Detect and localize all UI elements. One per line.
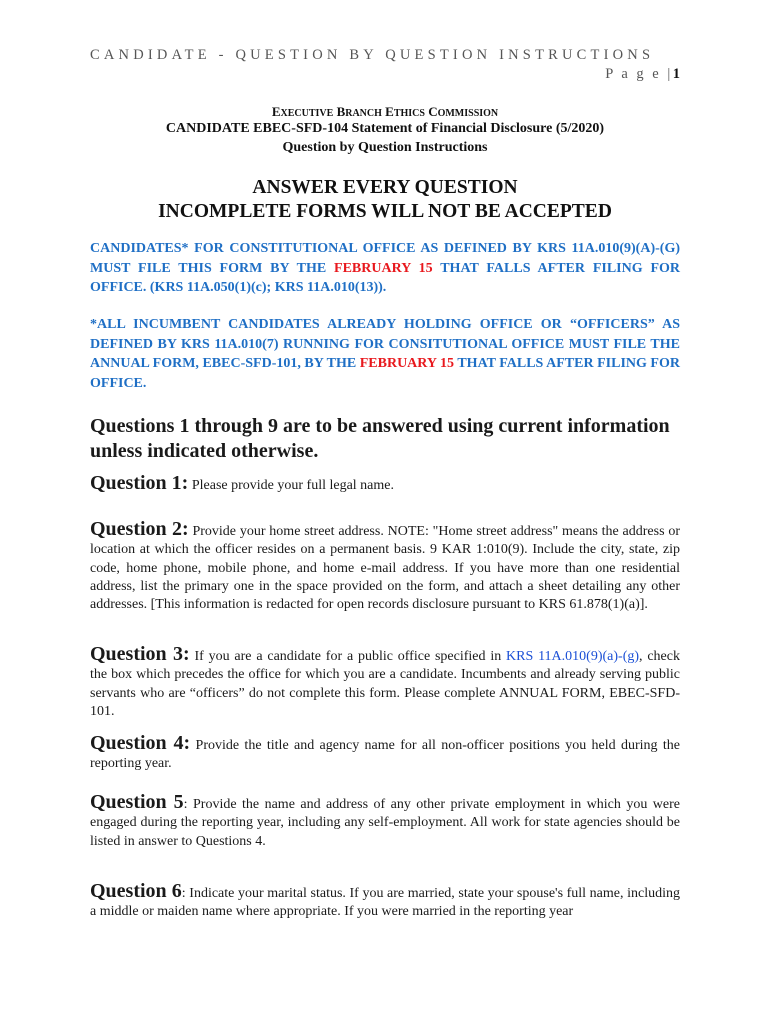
candidate-notice: CANDIDATES* FOR CONSTITUTIONAL OFFICE AS DEFINED BY KRS 11A.010(9)(A)-(G) MUST FILE THIS FORM BY THE FEBRUARY 15 THAT FALLS AFTER FILING FOR OFFICE. (KRS 11A.050(1)(c); KRS 11A.010(13)). (90, 241, 680, 295)
question-2: Question 2: Provide your home street address. NOTE: "Home street address" means the address or location at which the officer resides on a permanent basis. 9 KAR 1:010(9). Include the city, state, zip code, home phone, mobile phone, and home e-mail address. If you have more than one residential address, list the primary one in the space provided on the form, and attach a sheet detailing any other addresses. [This information is redacted for open records disclosure pursuant to KRS 61.878(1)(a)]. (90, 518, 680, 613)
form-title: CANDIDATE EBEC-SFD-104 Statement of Financial Disclosure (5/2020) (165, 121, 605, 136)
section-intro: Questions 1 through 9 are to be answered using current information unless indicated otherwise. (90, 415, 670, 462)
question-1: Question 1: Please provide your full legal name. (90, 472, 395, 494)
agency-name: EXECUTIVE BRANCH ETHICS COMMISSION (271, 104, 499, 119)
deadline-highlight: FEBRUARY 15 (359, 356, 455, 371)
warning-line-2: INCOMPLETE FORMS WILL NOT BE ACCEPTED (158, 201, 612, 222)
question-4: Question 4: Provide the title and agency name for all non-officer positions you held during the reporting year. (90, 732, 680, 772)
question-3: Question 3: If you are a candidate for a public office specified in KRS 11A.010(9)(a)-(g), check the box which precedes the office for which you are a candidate. Incumbents and already serving public servants who are “officers” do not complete this form. Please complete ANNUAL FORM, EBEC-SFD-101. (90, 643, 680, 719)
question-heading: Question 1: (90, 472, 189, 494)
question-heading: Question 4: (90, 732, 191, 754)
page-number (605, 66, 680, 83)
krs-link[interactable]: KRS 11A.010(9)(a)-(g) (506, 649, 640, 664)
question-heading: Question 6 (90, 880, 182, 902)
deadline-highlight: FEBRUARY 15 (334, 260, 433, 276)
page-number-value: 1 (672, 66, 680, 82)
question-5: Question 5: Provide the name and address of any other private employment in which you were engaged during the reporting year, including any self-employment. All work for state agencies should be listed in answer to Questions 4. (90, 791, 680, 849)
question-6: Question 6: Indicate your marital status. If you are married, state your spouse's full name, including a middle or maiden name where appropriate. If you were married in the reporting year (90, 880, 680, 920)
running-head: CANDIDATE - QUESTION BY QUESTION INSTRUCTIONS (90, 47, 655, 63)
question-heading: Question 2: (90, 518, 189, 540)
form-subtitle: Question by Question Instructions (282, 140, 488, 155)
warning-line-1: ANSWER EVERY QUESTION (252, 177, 518, 198)
question-heading: Question 5 (90, 791, 184, 813)
page-label: P a g e | (605, 66, 673, 82)
question-heading: Question 3: (90, 643, 190, 665)
incumbent-notice: *ALL INCUMBENT CANDIDATES ALREADY HOLDING OFFICE OR “OFFICERS” AS DEFINED BY KRS 11A.010(7) RUNNING FOR CONSITUTIONAL OFFICE MUST FILE THE ANNUAL FORM, EBEC-SFD-101, BY THE FEBRUARY 15 THAT FALLS AFTER FILING FOR OFFICE. (90, 317, 680, 391)
